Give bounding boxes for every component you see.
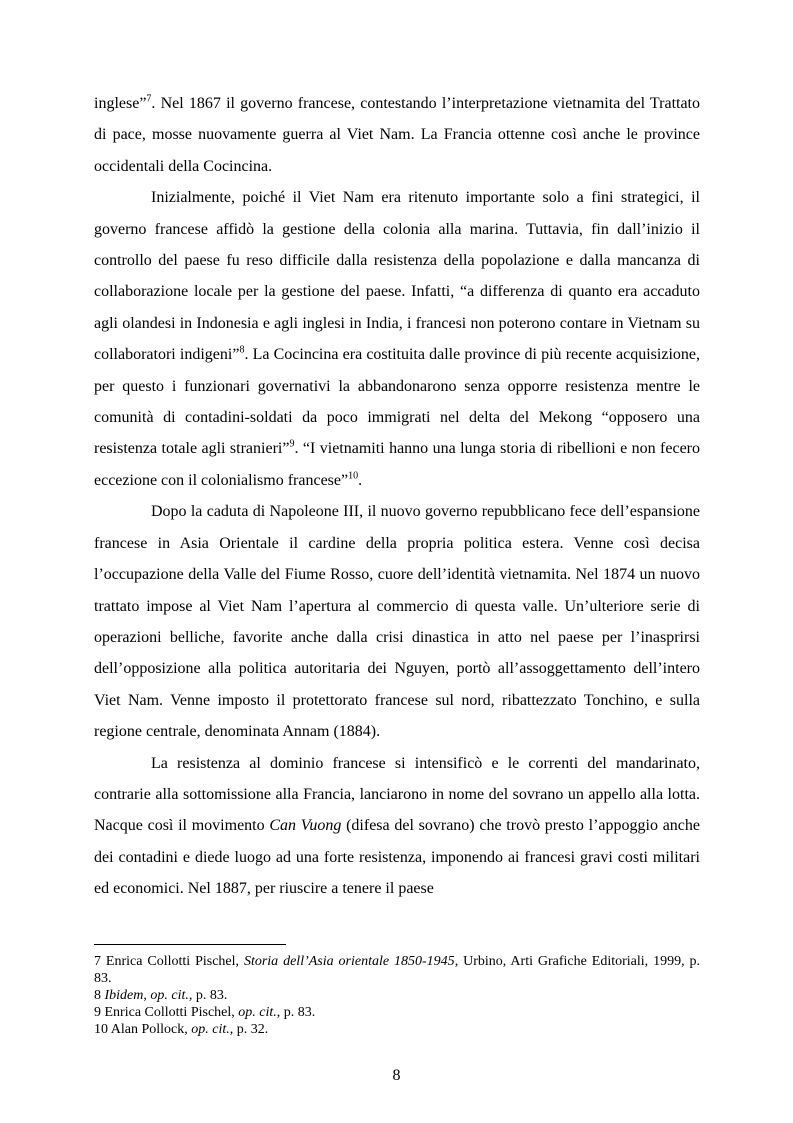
- footnote: [94, 1021, 700, 1038]
- text-run: Dopo la caduta di Napoleone III, il nuovo governo repubblicano fece dell’espansione francese in Asia Orientale il cardine della propria politica estera. Venne così decisa l’occupazione della Valle del Fiume Rosso, cuore dell’identità vietnamita. Nel 1874 un nuovo trattato impose al Viet Nam l’apertura al commercio di questa valle. Un’ulteriore serie di operazioni belliche, favorite anche dalla crisi dinastica in atto nel paese per l’inasprirsi dell’opposizione alla politica autoritaria dei Nguyen, portò all’assoggettamento dell’intero Viet Nam. Venne imposto il protettorato francese sul nord, ribattezzato Tonchino, e sulla regione centrale, denominata Annam (1884).: [94, 503, 700, 741]
- footnote: [94, 987, 700, 1004]
- italic-text: Ibidem: [104, 988, 144, 1003]
- text-run: , p. 83.: [188, 988, 228, 1003]
- footnote-separator: [94, 944, 286, 945]
- italic-text: Storia dell’Asia orientale 1850-1945: [243, 954, 455, 969]
- page-number: 8: [392, 1067, 401, 1084]
- italic-text: Can Vuong: [269, 817, 342, 835]
- text-run: Inizialmente, poiché il Viet Nam era ritenuto importante solo a fini strategici, il governo francese affidò la gestione della colonia alla marina. Tuttavia, fin dall’inizio il controllo del paese fu reso difficile dalla resistenza della popolazione e dalla mancanza di collaborazione locale per la gestione del paese. Infatti, “a differenza di quanto era accaduto agli olandesi in Indonesia e agli inglesi in India, i francesi non poterono contare in Vietnam su collaboratori indigeni”: [94, 189, 700, 364]
- text-run: . “I vietnamiti hanno una lunga storia di ribellioni e non fecero eccezione con il colonialismo francese”: [94, 440, 701, 489]
- paragraph: [94, 748, 700, 905]
- italic-text: op. cit.: [150, 988, 189, 1003]
- footnote: [94, 953, 700, 987]
- text-run: (difesa del sovrano) che trovò presto l’appoggio anche dei contadini e diede luogo ad una forte resistenza, imponendo ai francesi gravi costi militari ed economici. Nel 1887, per riuscire a tenere il paese: [94, 817, 701, 898]
- paragraph: [94, 496, 700, 747]
- body-text: [94, 88, 700, 905]
- paragraph: [94, 88, 700, 182]
- footnote-reference: 9: [289, 439, 295, 451]
- text-run: .: [358, 471, 363, 489]
- text-run: , Urbino, Arti Grafiche Editoriali, 1999, p. 83.: [94, 954, 700, 986]
- italic-text: op. cit.: [238, 1005, 277, 1020]
- text-run: inglese”: [94, 95, 147, 112]
- text-run: . Nel 1867 il governo francese, contestando l’interpretazione vietnamita del Trattato di pace, mosse nuovamente guerra al Viet Nam. La Francia ottenne così anche le province occidentali della Cocincina.: [94, 95, 700, 175]
- footnote-reference: 8: [239, 344, 245, 356]
- footnote: [94, 1004, 700, 1021]
- text-run: ,: [143, 988, 151, 1003]
- text-run: , p. 83.: [276, 1005, 316, 1020]
- text-run: , p. 32.: [229, 1022, 269, 1037]
- text-run: 10 Alan Pollock,: [94, 1022, 192, 1037]
- text-run: 7 Enrica Collotti Pischel,: [94, 954, 244, 969]
- text-run: 8: [94, 988, 105, 1003]
- footnote-reference: 7: [146, 93, 152, 105]
- paragraph: [94, 182, 700, 496]
- footnote-reference: 10: [348, 470, 359, 482]
- text-run: . La Cocincina era costituita dalle province di più recente acquisizione, per questo i funzionari governativi la abbandonarono senza opporre resistenza mentre le comunità di contadini-soldati da poco immigrati nel delta del Mekong “opposero una resistenza totale agli stranieri”: [94, 346, 700, 458]
- italic-text: op. cit.: [191, 1022, 230, 1037]
- footnotes: [94, 953, 700, 1038]
- text-run: 9 Enrica Collotti Pischel,: [94, 1005, 239, 1020]
- text-run: La resistenza al dominio francese si intensificò e le correnti del mandarinato, contrarie alla sottomissione alla Francia, lanciarono in nome del sovrano un appello alla lotta. Nacque così il movimento: [94, 754, 700, 835]
